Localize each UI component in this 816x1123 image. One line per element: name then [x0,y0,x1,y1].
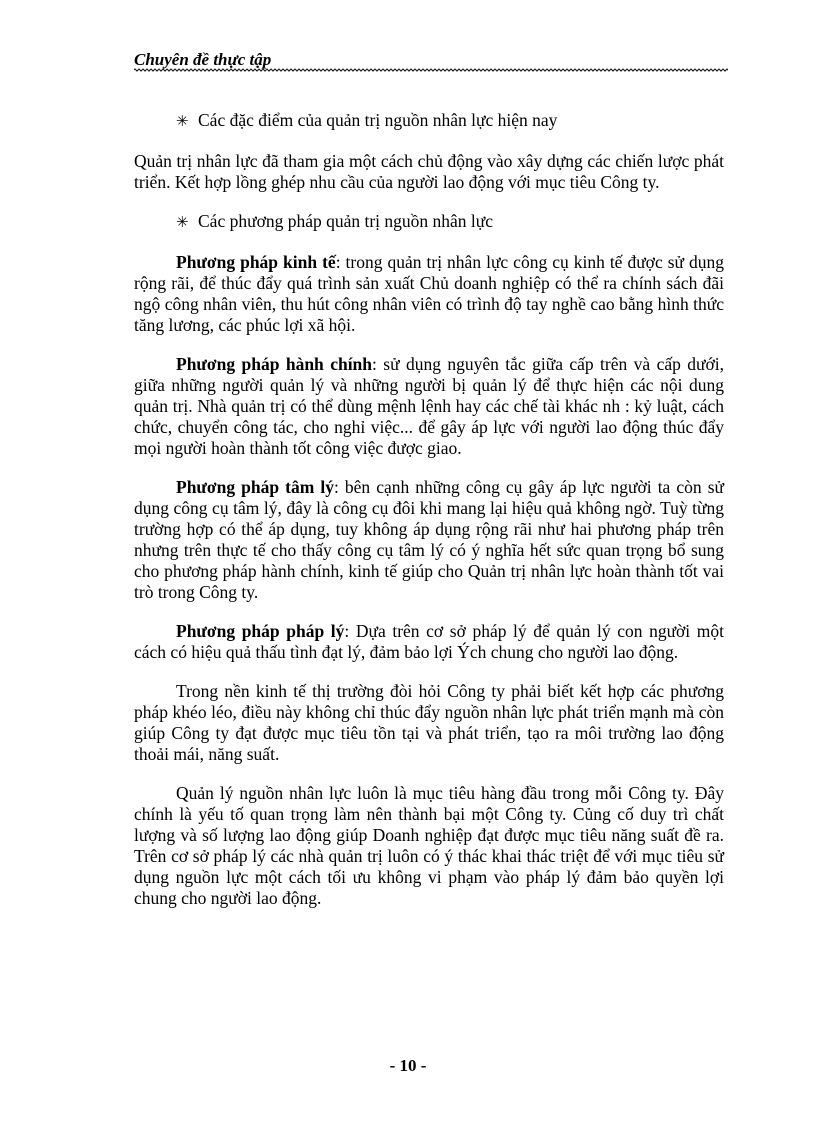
text-psychological: : bên cạnh những công cụ gây áp lực người ta còn sử dụng công cụ tâm lý, đây là công cụ đôi khi mang lại hiệu quả không ngờ. Tuỳ từng trường hợp có thể áp dụng, tuy không áp dụng rộng rãi như hai phương pháp trên nhưng trên thực tế cho thấy công cụ tâm lý có ý nghĩa hết sức quan trọng bổ sung cho phương pháp hành chính, kinh tế giúp cho Quản trị nhân lực hoàn thành tốt vai trò trong Công ty. [134,477,724,602]
paragraph-psychological-method [134,477,724,603]
paragraph-conclusion: Quản lý nguồn nhân lực luôn là mục tiêu hàng đầu trong mỗi Công ty. Đây chính là yếu tố quan trọng làm nên thành bại một Công ty. Củng cố duy trì chất lượng và số lượng lao động giúp Doanh nghiệp đạt được mục tiêu năng suất đề ra. Trên cơ sở pháp lý các nhà quản trị luôn có ý thác khai thác triệt để với mục tiêu sử dụng nguồn lực một cách tối ưu không vi phạm vào pháp lý đảm bảo quyền lợi chung cho người lao động. [134,783,724,908]
term-administrative: Phương pháp hành chính [176,354,373,374]
term-psychological: Phương pháp tâm lý [176,477,334,497]
term-legal: Phương pháp pháp lý [176,621,345,641]
paragraph-intro: Quản trị nhân lực đã tham gia một cách chủ động vào xây dựng các chiến lược phát triển. Kết hợp lồng ghép nhu cầu của người lao động với mục tiêu Công ty. [134,151,724,192]
document-body [134,110,724,927]
paragraph-market-economy: Trong nền kinh tế thị trường đòi hỏi Công ty phải biết kết hợp các phương pháp khéo léo, điều này không chỉ thúc đẩy nguồn nhân lực phát triển mạnh mà còn giúp Công ty đạt được mục tiêu tồn tại và phát triển, tạo ra môi trường lao động thoải mái, năng suất. [134,681,724,764]
page-header-title: Chuyên đề thực tập [134,50,272,69]
term-economic: Phương pháp kinh tế [176,252,336,272]
paragraph-legal-method [134,621,724,663]
bullet-heading-characteristics [134,110,724,133]
bullet-text: Các phương pháp quản trị nguồn nhân lực [198,211,494,231]
text-legal: : Dựa trên cơ sở pháp lý để quản lý con người một cách có hiệu quả thấu tình đạt lý, đảm bảo lợi Ých chung cho người lao động. [134,621,724,662]
asterisk-bullet-icon: ✳ [176,114,189,130]
asterisk-bullet-icon: ✳ [176,215,189,231]
bullet-text: Các đặc điểm của quản trị nguồn nhân lực hiện nay [198,110,558,130]
text-administrative: : sử dụng nguyên tắc giữa cấp trên và cấp dưới, giữa những người quản lý và những người bị quản lý để thực hiện các nội dung quản trị. Nhà quản trị có thể dùng mệnh lệnh hay các chế tài khác nh : kỷ luật, cách chức, chuyển công tác, cho nghỉ việc... để gây áp lực với người lao động thúc đẩy mọi người hoàn thành tốt công việc được giao. [134,354,724,458]
bullet-heading-methods [134,211,724,234]
paragraph-economic-method [134,252,724,336]
page-number: - 10 - [389,1056,427,1075]
header-wavy-rule [134,68,728,72]
text-economic: : trong quản trị nhân lực công cụ kinh tế được sử dụng rộng rãi, để thúc đẩy quá trình sản xuất Chủ doanh nghiệp có thể ra chính sách đãi ngộ công nhân viên, thu hút công nhân viên có trình độ tay nghề cao bằng hình thức tăng lương, các phúc lợi xã hội. [134,252,724,335]
paragraph-administrative-method [134,354,724,459]
